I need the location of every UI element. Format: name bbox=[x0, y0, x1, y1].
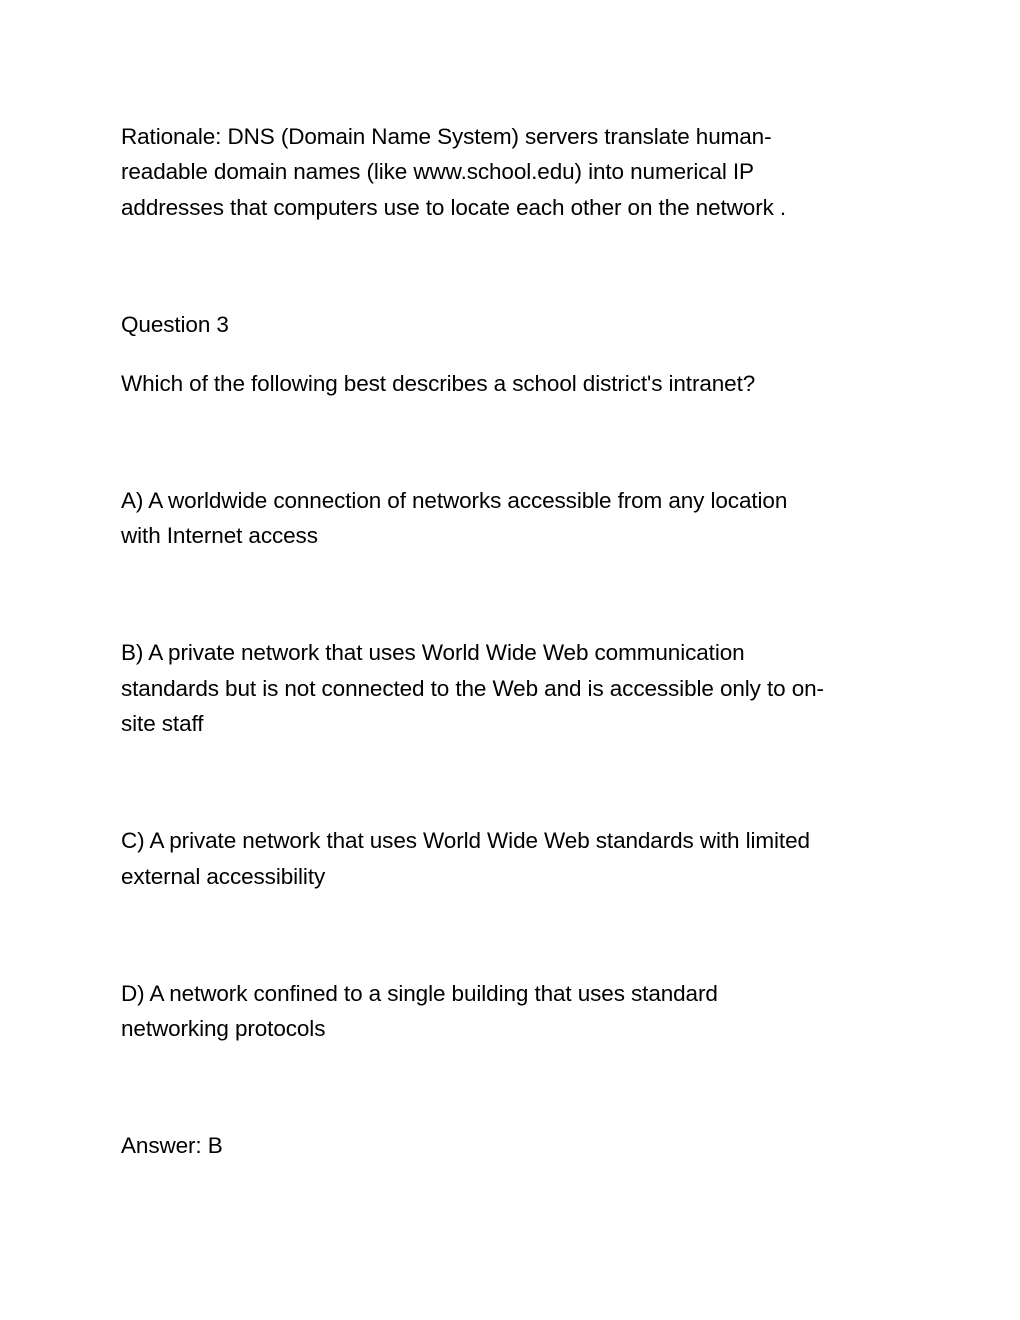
option-b-line-3: site staff bbox=[121, 711, 204, 736]
answer-line: Answer: B bbox=[121, 1133, 223, 1158]
option-b-line-1: B) A private network that uses World Wide Web communication bbox=[121, 640, 745, 665]
option-b-line-2: standards but is not connected to the Web and is accessible only to on- bbox=[121, 676, 824, 701]
option-c-line-1: C) A private network that uses World Wide Web standards with limited bbox=[121, 828, 810, 853]
option-a-line-1: A) A worldwide connection of networks accessible from any location bbox=[121, 488, 788, 513]
option-d-line-1: D) A network confined to a single building that uses standard bbox=[121, 981, 718, 1006]
question-heading: Question 3 bbox=[121, 312, 229, 337]
rationale-line-3: addresses that computers use to locate each other on the network . bbox=[121, 195, 787, 220]
option-a-line-2: with Internet access bbox=[121, 523, 318, 548]
option-d-line-2: networking protocols bbox=[121, 1016, 326, 1041]
rationale-line-2: readable domain names (like www.school.edu) into numerical IP bbox=[121, 159, 754, 184]
option-c-line-2: external accessibility bbox=[121, 864, 326, 889]
rationale-line-1: Rationale: DNS (Domain Name System) servers translate human- bbox=[121, 124, 772, 149]
question-prompt: Which of the following best describes a school district's intranet? bbox=[121, 371, 756, 396]
